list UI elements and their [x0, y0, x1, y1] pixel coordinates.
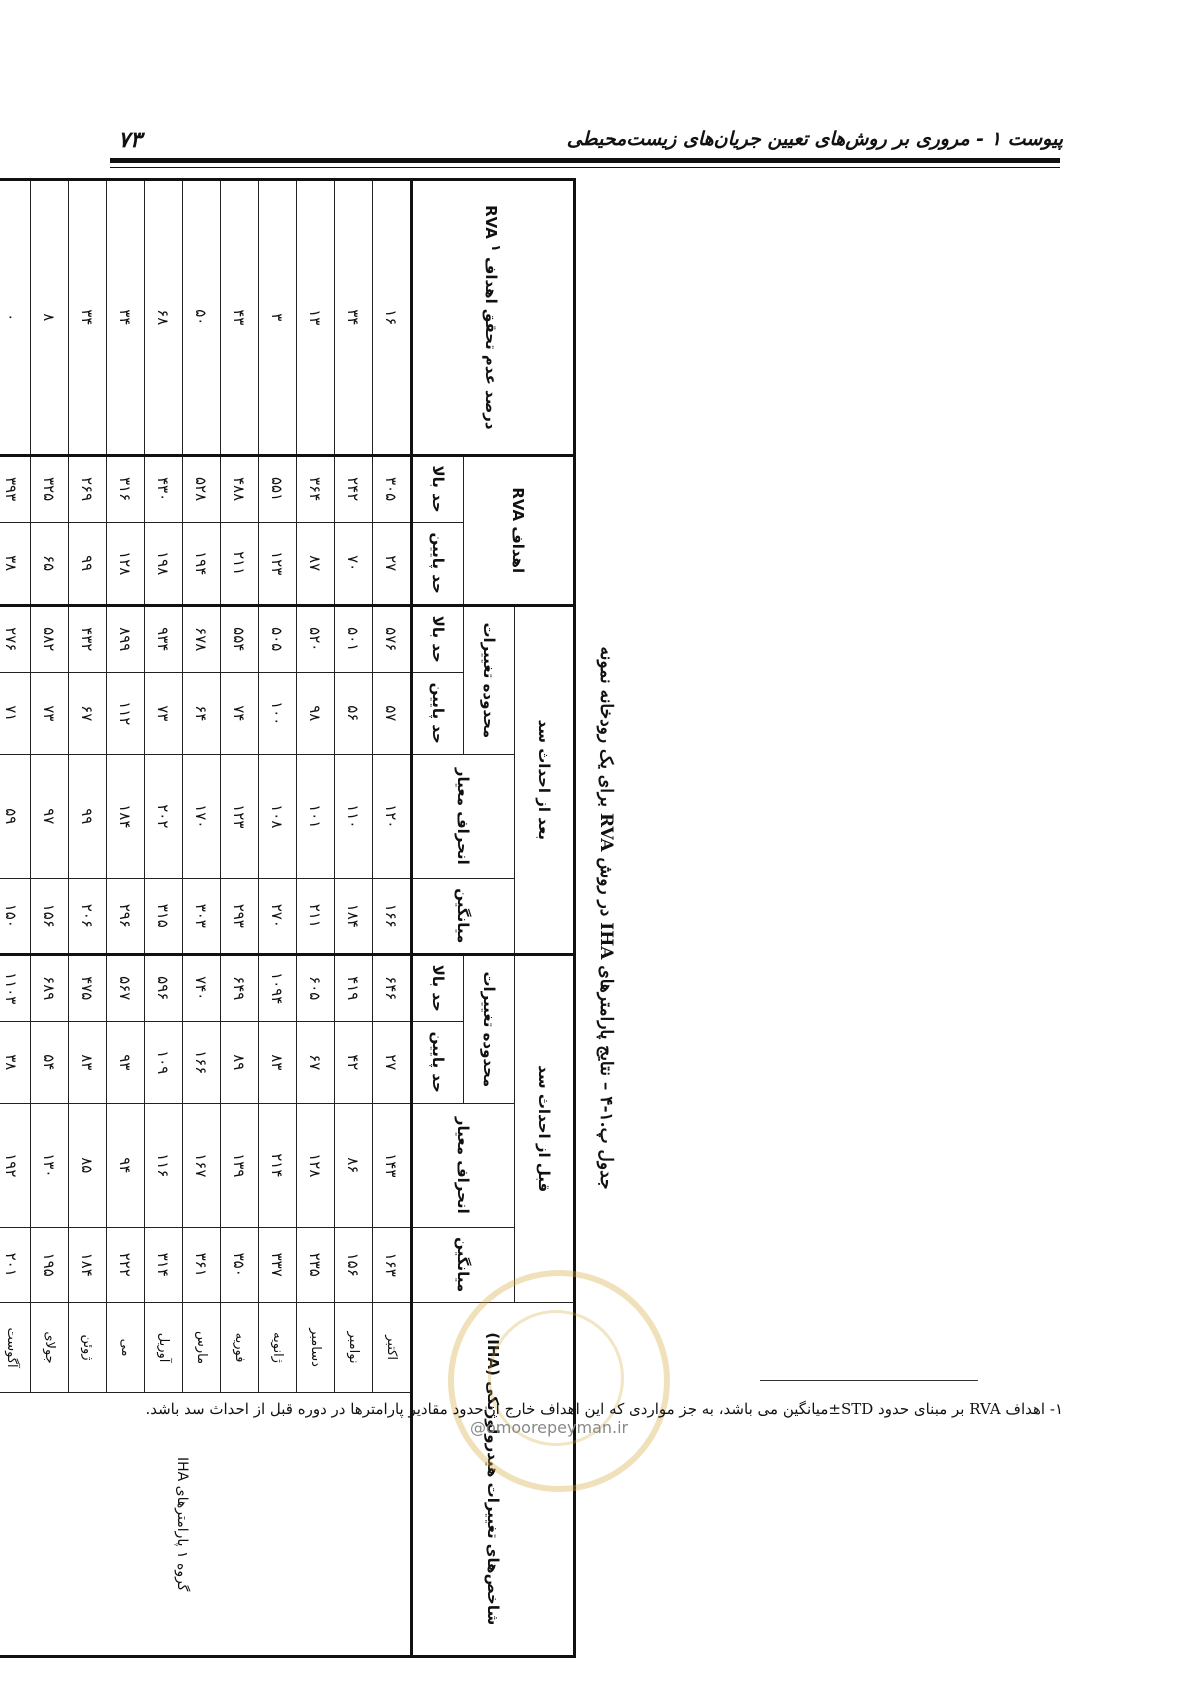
cell-b-upper: ۴۷۵ — [69, 954, 107, 1021]
cell-a-upper: ۵۵۴ — [221, 605, 259, 672]
cell-rva-upper: ۵۲۸ — [183, 455, 221, 522]
cell-rva-lower: ۹۹ — [69, 522, 107, 605]
cell-rva-upper: ۳۶۴ — [297, 455, 335, 522]
header-before-lower: حد پایین — [412, 1021, 464, 1103]
cell-rva-lower: ۶۵ — [31, 522, 69, 605]
cell-b-mean: ۲۲۲ — [107, 1227, 145, 1302]
cell-rva-upper: ۲۶۹ — [69, 455, 107, 522]
cell-rva-lower: ۲۱۱ — [221, 522, 259, 605]
cell-a-upper: ۵۲۰ — [297, 605, 335, 672]
cell-b-std: ۱۳۹ — [221, 1103, 259, 1227]
cell-a-lower: ۵۶ — [335, 672, 373, 754]
cell-b-mean: ۳۶۱ — [183, 1227, 221, 1302]
cell-a-std: ۱۰۸ — [259, 754, 297, 878]
cell-b-mean: ۲۰۱ — [0, 1227, 31, 1302]
cell-b-upper: ۷۴۰ — [183, 954, 221, 1021]
cell-a-std: ۹۷ — [31, 754, 69, 878]
cell-fail: ۱۶ — [373, 180, 412, 456]
cell-a-lower: ۷۱ — [0, 672, 31, 754]
cell-a-mean: ۲۹۳ — [221, 878, 259, 954]
header-after-range: محدوده تغییرات — [464, 605, 515, 754]
month-cell: می — [107, 1302, 145, 1393]
cell-b-lower: ۹۳ — [107, 1021, 145, 1103]
cell-b-upper: ۵۶۷ — [107, 954, 145, 1021]
cell-a-std: ۱۰۱ — [297, 754, 335, 878]
cell-a-upper: ۲۷۶ — [0, 605, 31, 672]
cell-b-mean: ۱۶۳ — [373, 1227, 412, 1302]
group-label: گروه ۱ پارامترهای IHA — [0, 1393, 412, 1657]
month-cell: مارس — [183, 1302, 221, 1393]
cell-b-std: ۱۶۷ — [183, 1103, 221, 1227]
cell-a-lower: ۷۴ — [221, 672, 259, 754]
cell-rva-lower: ۲۷ — [373, 522, 412, 605]
cell-a-lower: ۹۸ — [297, 672, 335, 754]
cell-a-upper: ۵۸۲ — [31, 605, 69, 672]
cell-fail: ۳۴ — [335, 180, 373, 456]
header-before-upper: حد بالا — [412, 954, 464, 1021]
cell-b-mean: ۳۵۰ — [221, 1227, 259, 1302]
cell-a-upper: ۴۳۲ — [69, 605, 107, 672]
header-after-upper: حد بالا — [412, 605, 464, 672]
cell-a-std: ۱۲۰ — [373, 754, 412, 878]
cell-b-lower: ۳۸ — [0, 1021, 31, 1103]
cell-b-mean: ۱۹۵ — [31, 1227, 69, 1302]
cell-rva-lower: ۳۸ — [0, 522, 31, 605]
header-rva-targets: اهداف RVA — [464, 455, 575, 605]
month-cell: نوامبر — [335, 1302, 373, 1393]
cell-b-upper: ۶۰۵ — [297, 954, 335, 1021]
footnote-rule — [760, 1380, 978, 1381]
cell-b-upper: ۶۴۹ — [221, 954, 259, 1021]
cell-a-upper: ۵۰۵ — [259, 605, 297, 672]
cell-b-lower: ۲۷ — [373, 1021, 412, 1103]
cell-a-mean: ۱۵۶ — [31, 878, 69, 954]
cell-a-mean: ۱۸۴ — [335, 878, 373, 954]
cell-a-std: ۱۸۴ — [107, 754, 145, 878]
cell-b-upper: ۶۸۹ — [31, 954, 69, 1021]
cell-a-upper: ۵۷۶ — [373, 605, 412, 672]
cell-b-mean: ۳۱۴ — [145, 1227, 183, 1302]
cell-a-lower: ۷۳ — [31, 672, 69, 754]
month-cell: جولای — [31, 1302, 69, 1393]
cell-a-mean: ۲۷۰ — [259, 878, 297, 954]
cell-fail: ۳ — [259, 180, 297, 456]
month-cell: ژانویه — [259, 1302, 297, 1393]
header-before-range: محدوده تغییرات — [464, 954, 515, 1103]
cell-rva-lower: ۱۹۴ — [183, 522, 221, 605]
cell-b-mean: ۱۸۴ — [69, 1227, 107, 1302]
cell-fail: ۵۰ — [183, 180, 221, 456]
cell-b-std: ۱۹۲ — [0, 1103, 31, 1227]
header-rva-upper: حد بالا — [412, 455, 464, 522]
cell-a-std: ۲۰۲ — [145, 754, 183, 878]
header-after-dam: بعد از احداث سد — [515, 605, 575, 954]
cell-a-std: ۱۷۰ — [183, 754, 221, 878]
cell-a-std: ۵۹ — [0, 754, 31, 878]
table-row — [373, 180, 412, 1657]
cell-b-std: ۲۱۴ — [259, 1103, 297, 1227]
cell-b-mean: ۲۳۵ — [297, 1227, 335, 1302]
cell-rva-upper: ۳۰۵ — [373, 455, 412, 522]
cell-a-mean: ۳۱۵ — [145, 878, 183, 954]
cell-b-mean: ۳۳۷ — [259, 1227, 297, 1302]
cell-rva-upper: ۳۱۶ — [107, 455, 145, 522]
cell-a-mean: ۱۶۶ — [373, 878, 412, 954]
cell-a-lower: ۶۷ — [69, 672, 107, 754]
header-failure: درصد عدم تحقق اهداف RVA $^۱$ — [412, 180, 575, 456]
cell-rva-upper: ۴۳۰ — [145, 455, 183, 522]
cell-b-std: ۱۱۶ — [145, 1103, 183, 1227]
cell-a-std: ۱۱۰ — [335, 754, 373, 878]
cell-b-lower: ۴۲ — [335, 1021, 373, 1103]
cell-b-std: ۱۲۸ — [297, 1103, 335, 1227]
cell-b-lower: ۸۹ — [221, 1021, 259, 1103]
cell-b-lower: ۸۳ — [259, 1021, 297, 1103]
cell-rva-lower: ۱۲۸ — [107, 522, 145, 605]
cell-b-upper: ۱۱۰۳ — [0, 954, 31, 1021]
cell-a-lower: ۱۰۰ — [259, 672, 297, 754]
cell-fail: ۰ — [0, 180, 31, 456]
cell-fail: ۱۳ — [297, 180, 335, 456]
running-header-title: پیوست ۱ - مروری بر روش‌های تعیین جریان‌های زیست‌محیطی — [566, 128, 1063, 150]
footnote: ۱- اهداف RVA بر مبنای حدود STD±میانگین می باشد، به جز مواردی که این اهداف خارج از حدود مقادیر پارامترها در دوره قبل از احداث سد باشد. — [145, 1400, 1063, 1418]
cell-a-std: ۹۹ — [69, 754, 107, 878]
header-before-mean: میانگین — [412, 1227, 515, 1302]
cell-fail: ۶۸ — [145, 180, 183, 456]
cell-a-lower: ۵۷ — [373, 672, 412, 754]
watermark-site: @omoorepeyman.ir — [470, 1418, 629, 1437]
month-cell: دسامبر — [297, 1302, 335, 1393]
cell-b-std: ۱۴۳ — [373, 1103, 412, 1227]
month-cell: ژوئن — [69, 1302, 107, 1393]
month-cell: آوریل — [145, 1302, 183, 1393]
cell-b-lower: ۶۷ — [297, 1021, 335, 1103]
cell-fail: ۸ — [31, 180, 69, 456]
header-iha: شاخص‌های تغییرات هیدرولوژیکی (IHA) — [412, 1302, 575, 1656]
cell-a-mean: ۲۱۱ — [297, 878, 335, 954]
cell-a-upper: ۸۹۹ — [107, 605, 145, 672]
header-after-mean: میانگین — [412, 878, 515, 954]
cell-b-lower: ۱۶۶ — [183, 1021, 221, 1103]
table-caption: جدول پ.۱-۴ – نتایج پارامترهای IHA در روش RVA برای یک رودخانه نمونه — [596, 646, 616, 1190]
cell-rva-lower: ۷۰ — [335, 522, 373, 605]
month-cell: اکتبر — [373, 1302, 412, 1393]
cell-b-mean: ۱۵۶ — [335, 1227, 373, 1302]
page-number: ۷۳ — [118, 128, 142, 153]
header-before-dam: قبل از احداث سد — [515, 954, 575, 1302]
cell-rva-lower: ۱۹۸ — [145, 522, 183, 605]
cell-rva-upper: ۵۵۱ — [259, 455, 297, 522]
cell-a-mean: ۳۰۳ — [183, 878, 221, 954]
cell-b-upper: ۱۰۹۴ — [259, 954, 297, 1021]
cell-a-upper: ۶۷۸ — [183, 605, 221, 672]
cell-rva-upper: ۳۲۵ — [31, 455, 69, 522]
month-cell: آگوست — [0, 1302, 31, 1393]
cell-rva-upper: ۴۸۸ — [221, 455, 259, 522]
cell-b-std: ۸۵ — [69, 1103, 107, 1227]
cell-a-lower: ۶۴ — [183, 672, 221, 754]
header-before-std: انحراف معیار — [412, 1103, 515, 1227]
header-after-lower: حد پایین — [412, 672, 464, 754]
cell-b-std: ۱۳۰ — [31, 1103, 69, 1227]
cell-b-lower: ۱۰۹ — [145, 1021, 183, 1103]
cell-rva-lower: ۱۲۳ — [259, 522, 297, 605]
cell-fail: ۴۳ — [221, 180, 259, 456]
month-cell: فوریه — [221, 1302, 259, 1393]
cell-b-upper: ۴۱۹ — [335, 954, 373, 1021]
cell-b-std: ۹۴ — [107, 1103, 145, 1227]
cell-a-mean: ۲۰۶ — [69, 878, 107, 954]
cell-b-std: ۸۶ — [335, 1103, 373, 1227]
header-rule-thin — [110, 167, 1060, 168]
cell-b-lower: ۵۴ — [31, 1021, 69, 1103]
cell-a-upper: ۹۳۴ — [145, 605, 183, 672]
cell-rva-lower: ۸۷ — [297, 522, 335, 605]
cell-a-lower: ۱۱۲ — [107, 672, 145, 754]
header-after-std: انحراف معیار — [412, 754, 515, 878]
cell-rva-upper: ۲۴۲ — [335, 455, 373, 522]
cell-b-upper: ۵۹۶ — [145, 954, 183, 1021]
cell-a-mean: ۲۹۶ — [107, 878, 145, 954]
cell-a-lower: ۷۳ — [145, 672, 183, 754]
cell-b-upper: ۶۴۶ — [373, 954, 412, 1021]
cell-a-upper: ۵۰۱ — [335, 605, 373, 672]
cell-rva-upper: ۳۹۳ — [0, 455, 31, 522]
cell-fail: ۳۴ — [69, 180, 107, 456]
cell-fail: ۳۴ — [107, 180, 145, 456]
cell-a-std: ۱۲۳ — [221, 754, 259, 878]
header-rule-thick — [110, 158, 1060, 163]
header-rva-lower: حد پایین — [412, 522, 464, 605]
cell-a-mean: ۱۵۰ — [0, 878, 31, 954]
cell-b-lower: ۸۳ — [69, 1021, 107, 1103]
